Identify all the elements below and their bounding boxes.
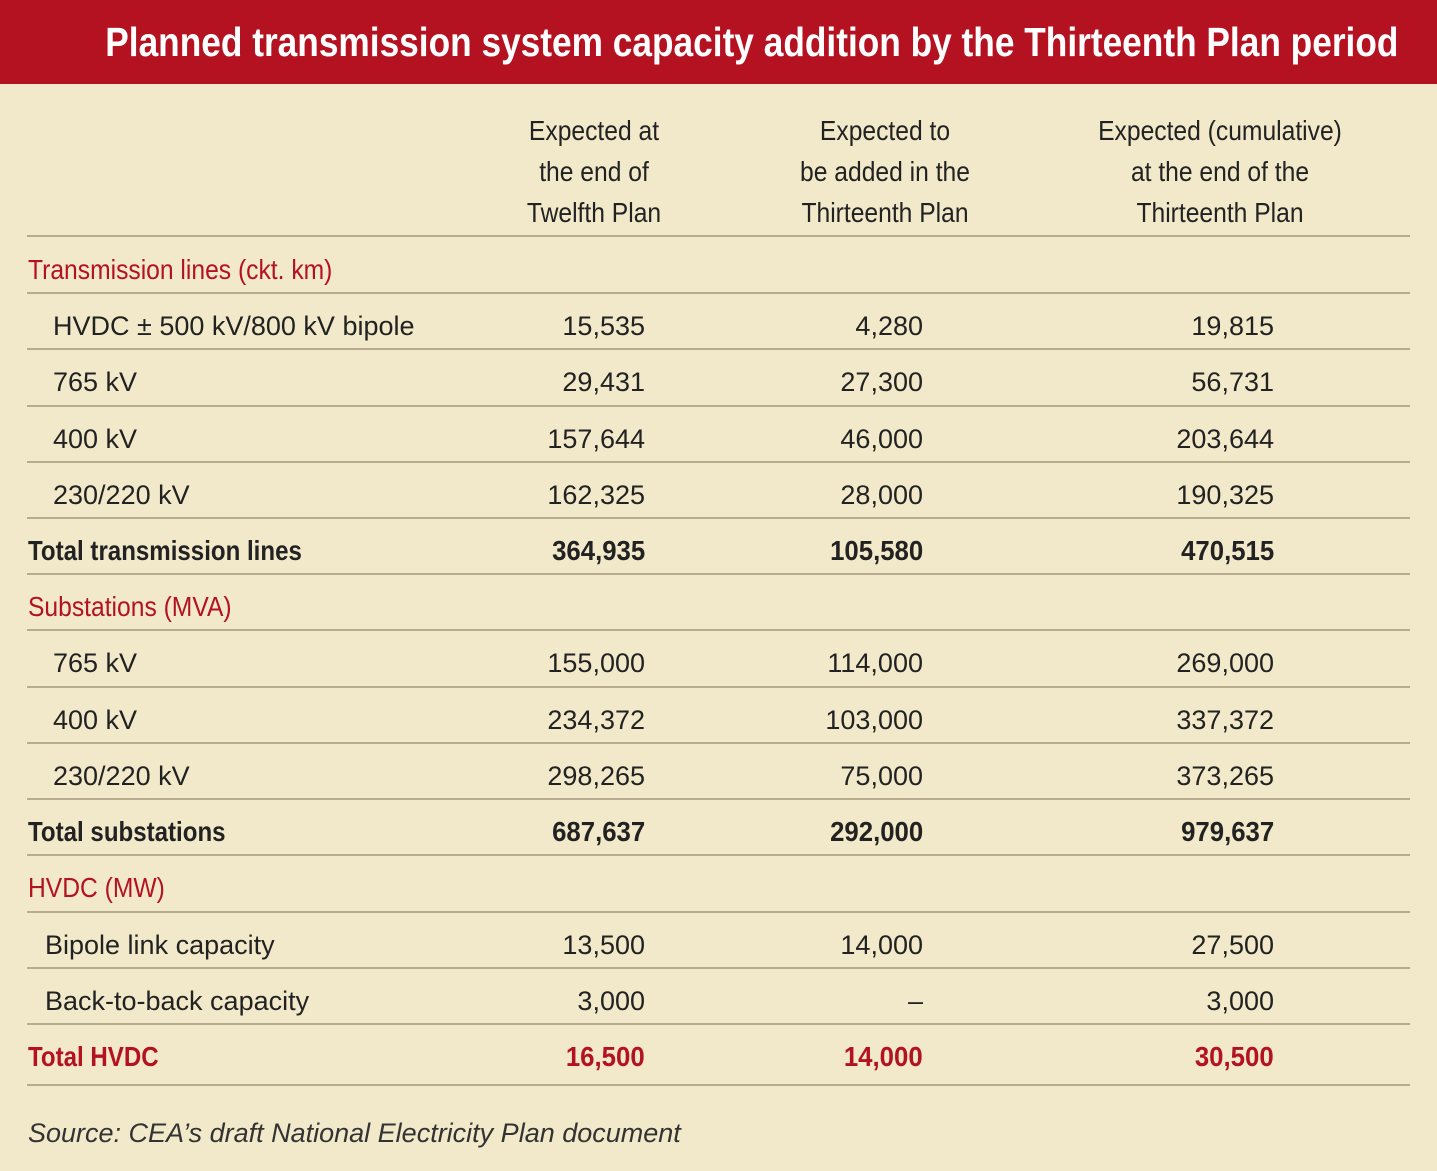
table-row: HVDC ± 500 kV/800 kV bipole 15,535 4,280 19,815 [53,311,1274,341]
section-heading-transmission: Transmission lines (ckt. km) [28,254,333,285]
divider [27,1023,1410,1025]
table-row: 400 kV 157,644 46,000 203,644 [53,424,1274,454]
table-title [0,0,1437,84]
column-header-twelfth-plan: Expected at the end of Twelfth Plan [526,115,662,228]
divider [27,405,1410,407]
divider [27,854,1410,856]
source-note: Source: CEA’s draft National Electricity Plan document [28,1118,681,1148]
divider [27,798,1410,800]
total-row-transmission: Total transmission lines 364,935 105,580 470,515 [28,535,1274,566]
total-row-hvdc: Total HVDC 16,500 14,000 30,500 [28,1041,1274,1072]
divider [27,1084,1410,1086]
table-row: 230/220 kV 162,325 28,000 190,325 [53,480,1274,510]
divider [27,629,1410,631]
divider [27,911,1410,913]
section-heading-substations: Substations (MVA) [28,591,232,622]
table-row: 230/220 kV 298,265 75,000 373,265 [53,761,1274,791]
table-row: Back-to-back capacity 3,000 – 3,000 [45,986,1274,1016]
table-row: 400 kV 234,372 103,000 337,372 [53,705,1274,735]
divider [27,517,1410,519]
divider [27,292,1410,294]
divider [27,967,1410,969]
table-row: Bipole link capacity 13,500 14,000 27,500 [45,930,1274,960]
divider [27,742,1410,744]
table-title-text: Planned transmission system capacity addition by the Thirteenth Plan period [105,19,1399,65]
section-heading-hvdc: HVDC (MW) [28,872,165,903]
column-header-cumulative-thirteenth: Expected (cumulative) at the end of the Thirteenth Plan [1098,115,1342,228]
column-headers [0,84,1437,236]
total-row-substations: Total substations 687,637 292,000 979,637 [28,816,1274,847]
divider [27,235,1410,237]
divider [27,348,1410,350]
column-header-added-thirteenth: Expected to be added in the Thirteenth Plan [800,115,970,228]
divider [27,461,1410,463]
table-row: 765 kV 29,431 27,300 56,731 [53,367,1274,397]
divider [27,573,1410,575]
divider [27,686,1410,688]
table-row: 765 kV 155,000 114,000 269,000 [53,648,1274,678]
